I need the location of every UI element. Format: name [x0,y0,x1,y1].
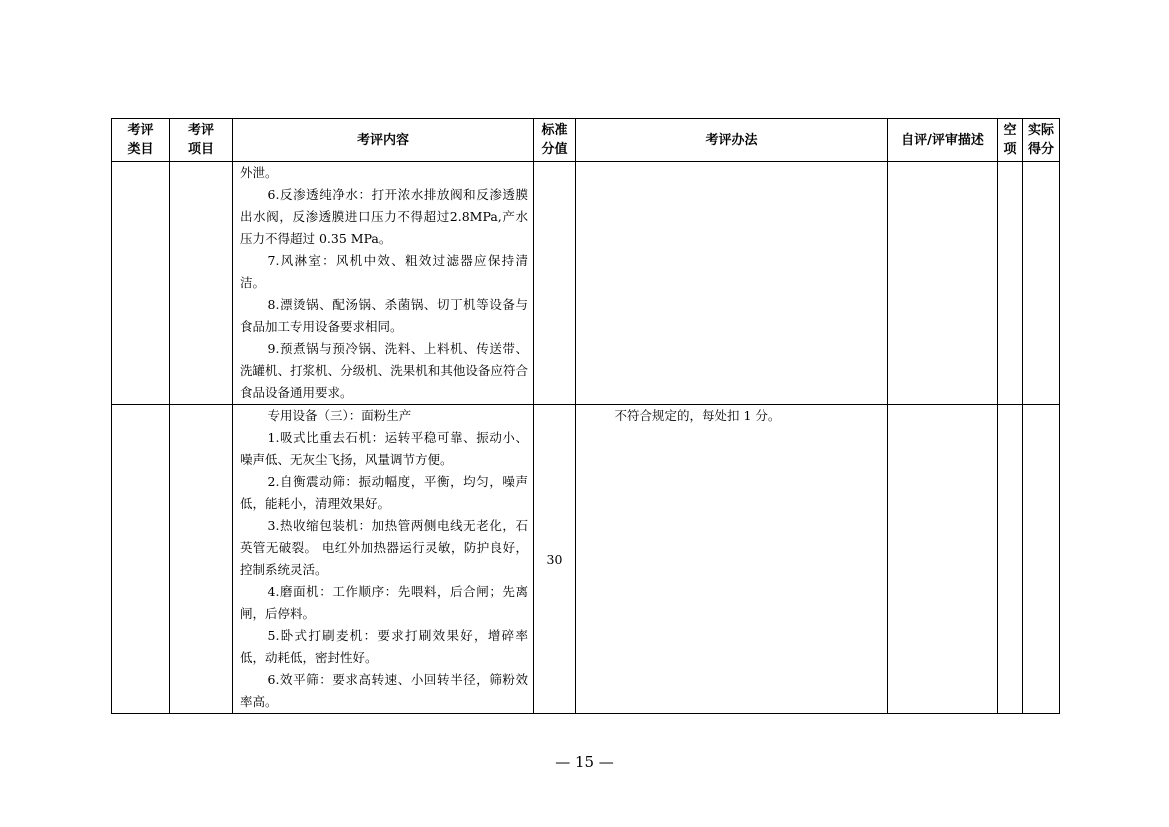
content-line: 6.效平筛：要求高转速、小回转半径，筛粉效率高。 [240,672,528,709]
content-cell [233,162,534,405]
content-line: 9.预煮锅与预冷锅、洗料、上料机、传送带、洗罐机、打浆机、分级机、洗果机和其他设备应符合食品设备通用要求。 [240,341,528,400]
category-cell [112,162,170,405]
content-line: 8.漂烫锅、配汤锅、杀菌锅、切丁机等设备与食品加工专用设备要求相同。 [240,297,528,334]
category-cell [112,405,170,714]
header-score: 标准 分值 [534,119,576,162]
header-actual: 实际 得分 [1023,119,1060,162]
header-self-eval: 自评/评审描述 [888,119,998,162]
item-cell [170,405,233,714]
content-line: 2.自衡震动筛：振动幅度，平衡，均匀，噪声低，能耗小，清理效果好。 [240,474,528,511]
header-category: 考评 类目 [112,119,170,162]
content-line: 7.风淋室：风机中效、粗效过滤器应保持清洁。 [240,253,528,290]
self-eval-cell [888,162,998,405]
table-row [112,162,1060,405]
method-cell [576,405,888,714]
method-cell [576,162,888,405]
actual-score-cell [1023,162,1060,405]
evaluation-table [111,118,1060,714]
header-blank: 空 项 [998,119,1023,162]
content-line: 5.卧式打刷麦机：要求打刷效果好，增碎率低，动耗低，密封性好。 [240,628,528,665]
method-text: 不符合规定的，每处扣 1 分。 [614,408,781,423]
self-eval-cell [888,405,998,714]
score-cell [534,162,576,405]
table-header-row [112,119,1060,162]
content-line: 4.磨面机：工作顺序：先喂料，后合闸；先离闸，后停料。 [240,584,528,621]
blank-cell [998,405,1023,714]
header-item: 考评 项目 [170,119,233,162]
content-cell [233,405,534,714]
content-line: 外泄。 [240,165,278,180]
item-cell [170,162,233,405]
score-cell: 30 [534,405,576,714]
content-line: 1.吸式比重去石机：运转平稳可靠、振动小、噪声低、无灰尘飞扬，风量调节方便。 [240,430,528,467]
blank-cell [998,162,1023,405]
header-content: 考评内容 [233,119,534,162]
header-method: 考评办法 [576,119,888,162]
content-line: 6.反渗透纯净水：打开浓水排放阀和反渗透膜出水阀，反渗透膜进口压力不得超过2.8MPa,产水压力不得超过 0.35 MPa。 [240,187,528,246]
content-line: 3.热收缩包装机：加热管两侧电线无老化，石英管无破裂。 电红外加热器运行灵敏，防护良好，控制系统灵活。 [240,518,528,577]
page-number: — 15 — [555,753,614,771]
content-title: 专用设备（三）：面粉生产 [267,408,412,423]
table-row [112,405,1060,714]
actual-score-cell [1023,405,1060,714]
